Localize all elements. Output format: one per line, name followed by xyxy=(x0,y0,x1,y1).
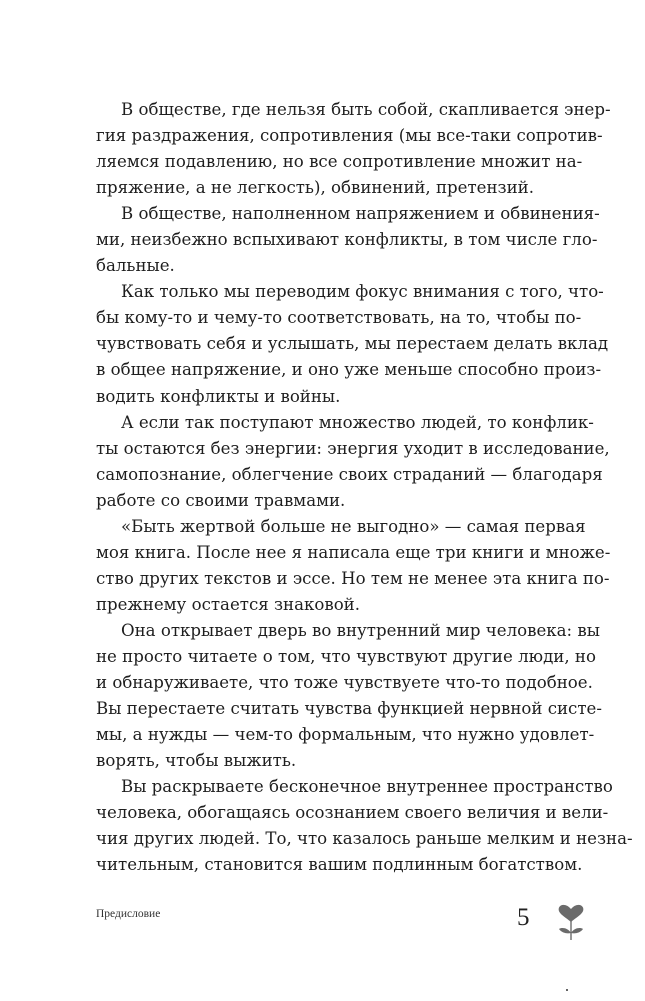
text-line: человека, обогащаясь осознанием своего величия и вели- xyxy=(96,803,609,823)
text-line: гия раздражения, сопротивления (мы все-таки сопротив- xyxy=(96,126,603,146)
heart-flower-icon xyxy=(556,903,586,941)
text-line: ворять, чтобы выжить. xyxy=(96,751,297,771)
body-text xyxy=(96,97,633,878)
text-line: водить конфликты и войны. xyxy=(96,386,341,406)
text-line: работе со своими травмами. xyxy=(96,490,346,510)
paragraph-first-line: В обществе, где нельзя быть собой, скапливается энер- xyxy=(121,100,611,119)
text-line: бы кому-то и чему-то соответствовать, на то, чтобы по- xyxy=(96,308,582,328)
text-line: прежнему остается знаковой. xyxy=(96,594,361,614)
print-mark xyxy=(566,989,568,991)
text-line: не просто читаете о том, что чувствуют другие люди, но xyxy=(96,646,596,666)
paragraph-first-line: «Быть жертвой больше не выгодно» — самая первая xyxy=(121,516,586,536)
paragraph-first-line: В обществе, наполненном напряжением и обвинения- xyxy=(121,204,600,224)
text-line: самопознание, облегчение своих страданий — благодаря xyxy=(96,464,603,484)
text-line: ты остаются без энергии: энергия уходит в исследование, xyxy=(96,438,610,458)
text-line: Вы перестаете считать чувства функцией нервной систе- xyxy=(96,699,602,719)
text-line: и обнаруживаете, что тоже чувствуете что-то подобное. xyxy=(96,673,593,693)
text-line: моя книга. После нее я написала еще три книги и множе- xyxy=(96,542,611,562)
text-line: чительным, становится вашим подлинным богатством. xyxy=(96,855,583,875)
paragraph-first-line: Как только мы переводим фокус внимания с того, что- xyxy=(121,282,604,302)
text-line: в общее напряжение, и оно уже меньше способно произ- xyxy=(96,360,602,380)
running-footer-title: Предисловие xyxy=(96,908,161,920)
paragraph-first-line: А если так поступают множество людей, то конфлик- xyxy=(121,412,594,432)
text-line: пряжение, а не легкость), обвинений, претензий. xyxy=(96,178,534,198)
text-line: чувствовать себя и услышать, мы перестаем делать вклад xyxy=(96,334,609,354)
text-line: мы, а нужды — чем-то формальным, что нужно удовлет- xyxy=(96,725,595,745)
text-line: ство других текстов и эссе. Но тем не менее эта книга по- xyxy=(96,568,610,588)
paragraph-first-line: Она открывает дверь во внутренний мир человека: вы xyxy=(121,620,600,640)
text-line: ми, неизбежно вспыхивают конфликты, в том числе гло- xyxy=(96,230,598,250)
page-number: 5 xyxy=(517,904,530,931)
paragraph-first-line: Вы раскрываете бесконечное внутреннее пространство xyxy=(121,777,613,797)
text-line: чия других людей. То, что казалось раньше мелким и незна- xyxy=(96,829,633,849)
text-line: бальные. xyxy=(96,256,175,276)
text-line: ляемся подавлению, но все сопротивление множит на- xyxy=(96,152,583,172)
